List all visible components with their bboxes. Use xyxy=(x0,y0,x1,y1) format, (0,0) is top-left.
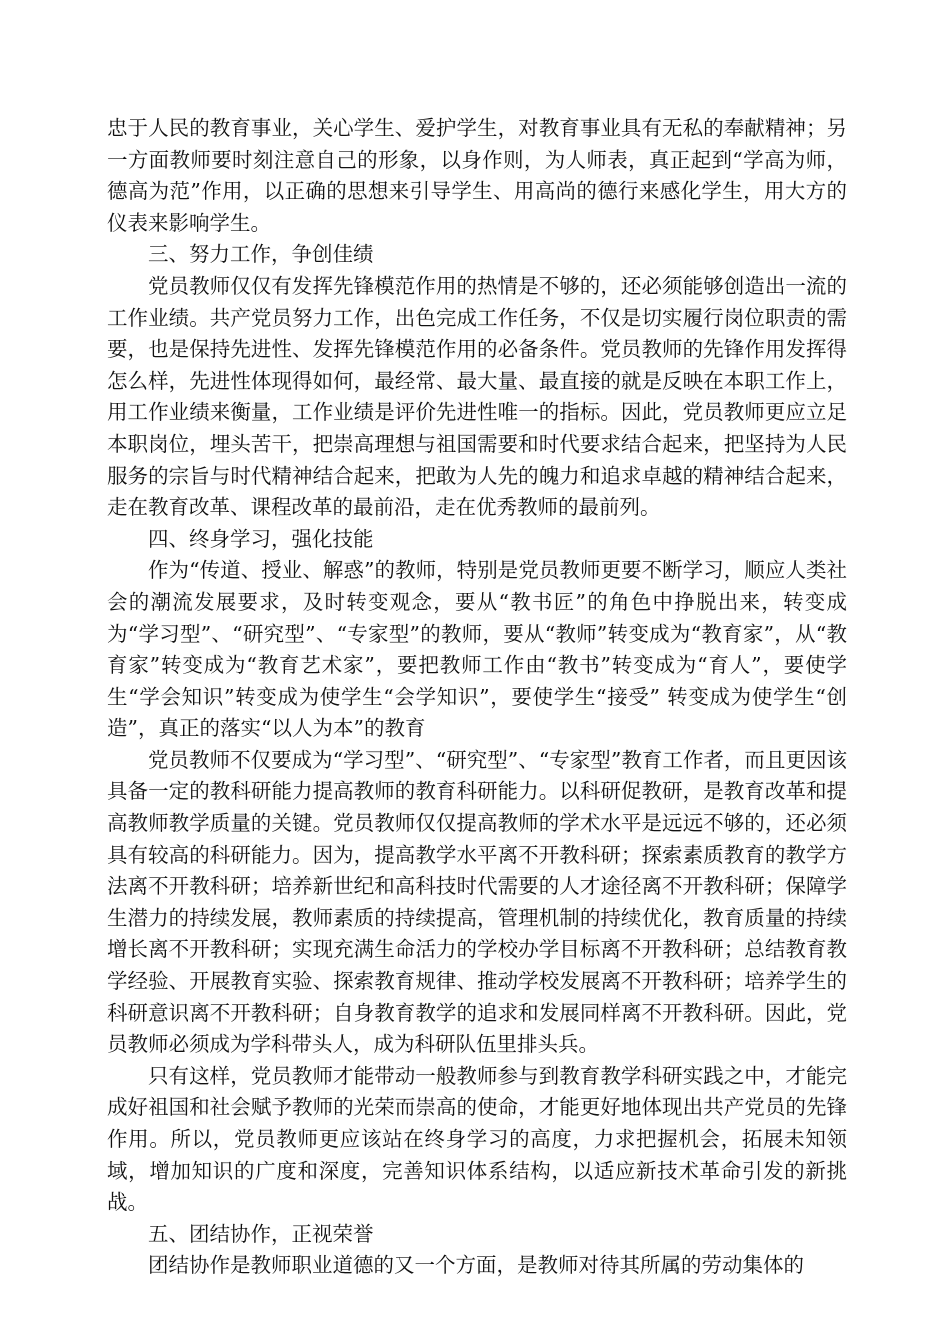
section-heading-5: 五、团结协作，正视荣誉 xyxy=(148,1221,374,1246)
paragraph-intro-continuation: 忠于人民的教育事业，关心学生、爱护学生，对教育事业具有无私的奉献精神；另一方面教师要时刻注意自己的形象，以身作则，为人师表，真正起到“学高为师，德高为范”作用，以正确的思想来引导学生、用高尚的德行来感化学生，用大方的仪表来影响学生。 xyxy=(107,116,847,235)
paragraph-lifelong-learning: 作为“传道、授业、解惑”的教师，特别是党员教师更要不断学习，顺应人类社会的潮流发展要求，及时转变观念，要从“教书匠”的角色中挣脱出来，转变成为“学习型”、“研究型”、“专家型”的教师，要从“教师”转变成为“教育家”，从“教育家”转变成为“教育艺术家”，要把教师工作由“教书”转变成为“育人”，要使学生“学会知识”转变成为使学生“会学知识”，要使学生“接受” 转变成为使学生“创造”，真正的落实“以人为本”的教育 xyxy=(107,558,847,741)
section-heading-3: 三、努力工作，争创佳绩 xyxy=(148,242,374,267)
paragraph-work-performance: 党员教师仅仅有发挥先锋模范作用的热情是不够的，还必须能够创造出一流的工作业绩。共产党员努力工作，出色完成工作任务，不仅是切实履行岗位职责的需要，也是保持先进性、发挥先锋模范作用的必备条件。党员教师的先锋作用发挥得怎么样，先进性体现得如何，最经常、最大量、最直接的就是反映在本职工作上，用工作业绩来衡量，工作业绩是评价先进性唯一的指标。因此，党员教师更应立足本职岗位，埋头苦干，把崇高理想与祖国需要和时代要求结合起来，把坚持为人民服务的宗旨与时代精神结合起来，把敢为人先的魄力和追求卓越的精神结合起来，走在教育改革、课程改革的最前沿，走在优秀教师的最前列。 xyxy=(107,273,847,520)
paragraph-teamwork: 团结协作是教师职业道德的又一个方面，是教师对待其所属的劳动集体的 xyxy=(148,1253,804,1278)
document-page xyxy=(107,113,847,1282)
paragraph-research-ability: 党员教师不仅要成为“学习型”、“研究型”、“专家型”教育工作者，而且更因该具备一定的教科研能力提高教师的教育科研能力。以科研促教研，是教育改革和提高教师教学质量的关键。党员教师仅仅提高教师的学术水平是远远不够的，还必须具有较高的科研能力。因为，提高教学水平离不开教科研；探索素质教育的教学方法离不开教科研；培养新世纪和高科技时代需要的人才途径离不开教科研；保障学生潜力的持续发展，教师素质的持续提高，管理机制的持续优化，教育质量的持续增长离不开教科研；实现充满生命活力的学校办学目标离不开教科研；总结教育教学经验、开展教育实验、探索教育规律、推动学校发展离不开教科研；培养学生的科研意识离不开教科研；自身教育教学的追求和发展同样离不开教科研。因此，党员教师必须成为学科带头人，成为科研队伍里排头兵。 xyxy=(107,747,847,1057)
section-heading-4: 四、终身学习，强化技能 xyxy=(148,526,374,551)
paragraph-leading-role: 只有这样，党员教师才能带动一般教师参与到教育教学科研实践之中，才能完成好祖国和社会赋予教师的光荣而崇高的使命，才能更好地体现出共产党员的先锋作用。所以，党员教师更应该站在终身学习的高度，力求把握机会，拓展未知领域，增加知识的广度和深度，完善知识体系结构，以适应新技术革命引发的新挑战。 xyxy=(107,1063,847,1215)
